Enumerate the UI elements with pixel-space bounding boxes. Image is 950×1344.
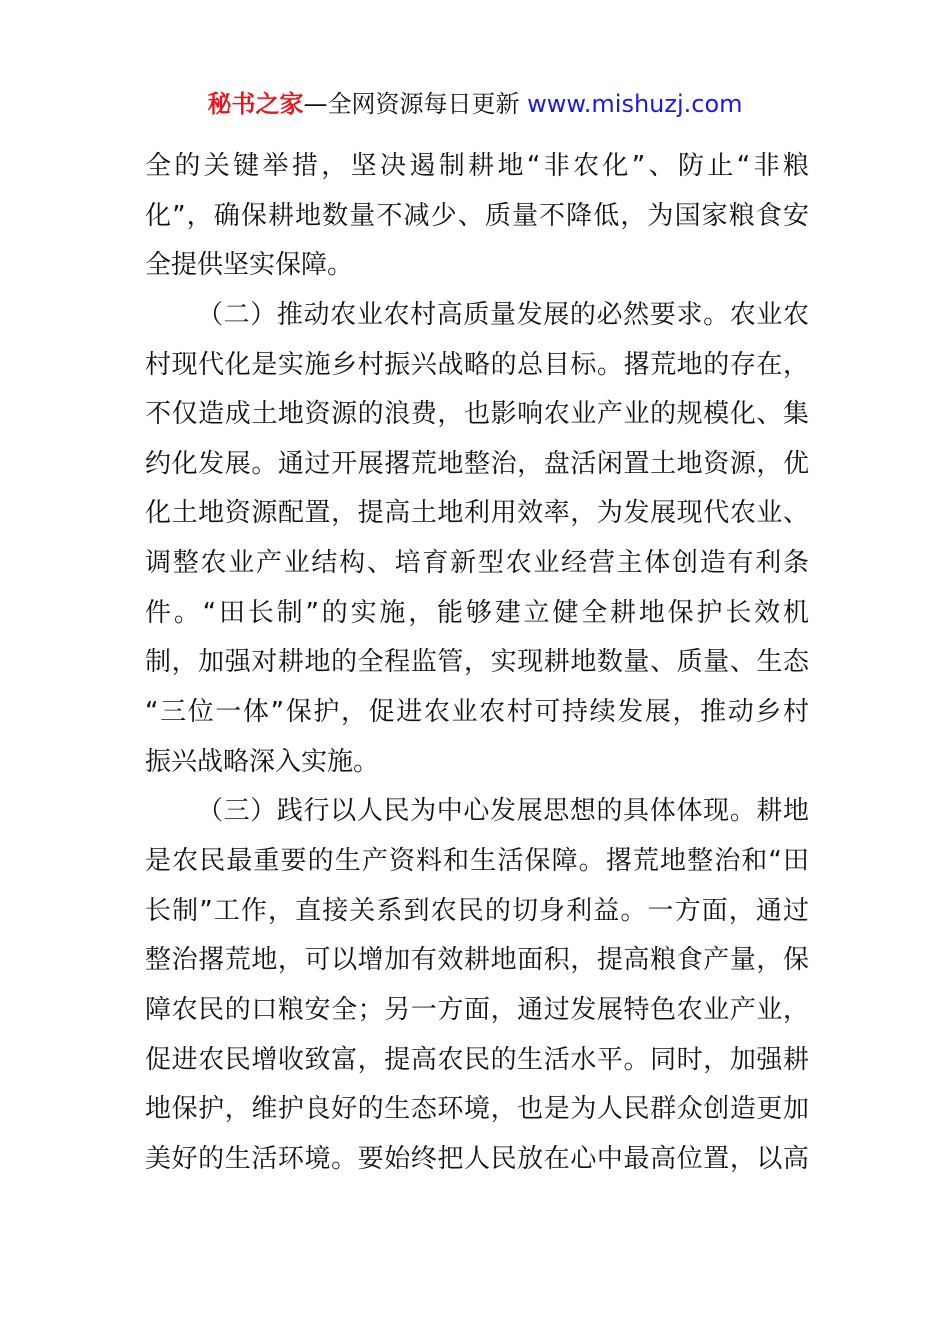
text-line: 促进农民增收致富，提高农民的生活水平。同时，加强耕 <box>145 1044 809 1075</box>
text-line: “三位一体”保护，促进农业农村可持续发展，推动乡村 <box>145 697 809 728</box>
text-line: 化”，确保耕地数量不减少、质量不降低，为国家粮食安 <box>145 200 809 231</box>
text-line: 全提供坚实保障。 <box>145 250 354 281</box>
document-body <box>145 142 809 1184</box>
text-line: 地保护，维护良好的生态环境，也是为人民群众创造更加 <box>145 1094 809 1125</box>
text-line: 制，加强对耕地的全程监管，实现耕地数量、质量、生态 <box>145 647 809 678</box>
text-line: 件。“田长制”的实施，能够建立健全耕地保护长效机 <box>145 597 809 628</box>
text-line: 障农民的口粮安全；另一方面，通过发展特色农业产业， <box>145 994 809 1025</box>
text-line: 约化发展。通过开展撂荒地整治，盘活闲置土地资源，优 <box>145 448 809 479</box>
section-heading-line: （二）推动农业农村高质量发展的必然要求。农业农 <box>197 299 809 330</box>
text-line: 长制”工作，直接关系到农民的切身利益。一方面，通过 <box>145 895 809 926</box>
text-line: 美好的生活环境。要始终把人民放在心中最高位置，以高 <box>145 1143 809 1174</box>
text-line: 全的关键举措，坚决遏制耕地“非农化”、防止“非粮 <box>145 151 809 181</box>
text-line: 化土地资源配置，提高土地利用效率，为发展现代农业、 <box>145 498 809 529</box>
section-heading-line: （三）践行以人民为中心发展思想的具体体现。耕地 <box>197 796 809 827</box>
site-url-link[interactable]: www.mishuzj.com <box>527 90 743 118</box>
brand-name: 秘书之家 <box>207 90 304 118</box>
header-tagline: —全网资源每日更新 <box>303 90 528 118</box>
text-line: 村现代化是实施乡村振兴战略的总目标。撂荒地的存在， <box>145 349 809 380</box>
site-header <box>0 86 950 122</box>
text-line: 不仅造成土地资源的浪费，也影响农业产业的规模化、集 <box>145 399 809 430</box>
text-line: 调整农业产业结构、培育新型农业经营主体创造有利条 <box>145 548 809 579</box>
text-line: 振兴战略深入实施。 <box>145 746 380 777</box>
text-line: 是农民最重要的生产资料和生活保障。撂荒地整治和“田 <box>145 845 809 876</box>
text-line: 整治撂荒地，可以增加有效耕地面积，提高粮食产量，保 <box>145 945 809 976</box>
